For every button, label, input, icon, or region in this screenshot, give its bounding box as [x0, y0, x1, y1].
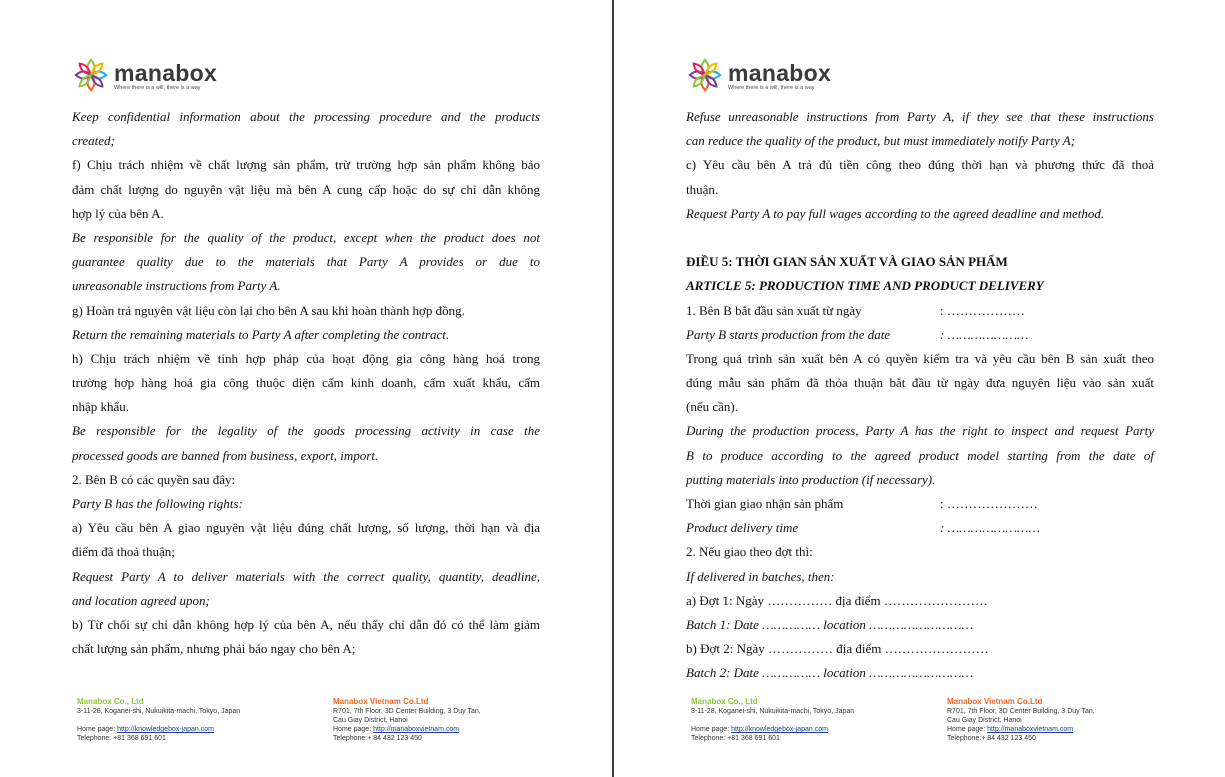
text-line: created; — [72, 133, 115, 149]
document-page-left — [0, 0, 612, 777]
footer-company-vietnam — [947, 697, 1095, 743]
form-row — [686, 516, 1154, 540]
text-line: chất lượng sản phẩm, nhưng phải báo ngay cho bên A; — [72, 641, 356, 657]
text-line: Be responsible for the quality of the product, except when the product does not — [72, 229, 540, 245]
text-line: B to produce according to the agreed product model starting from the date of — [686, 447, 1154, 463]
text-line: 2. Nếu giao theo đợt thì: — [686, 544, 813, 560]
footer-homepage-link[interactable]: http://manaboxvietnam.com — [373, 726, 460, 733]
footer-homepage-link[interactable]: http://knowledgebox-japan.com — [731, 726, 828, 733]
footer-title: Manabox Co., Ltd — [691, 697, 758, 706]
text-line: Batch 2: Date …………… location ……………………… — [686, 665, 974, 681]
text-line: Request Party A to deliver materials with the correct quality, quantity, deadline, — [72, 568, 540, 584]
text-line: a) Đợt 1: Ngày …………… địa điểm …………………… — [686, 592, 988, 608]
text-line: Party B has the following rights: — [72, 496, 243, 511]
manabox-logo — [686, 56, 831, 94]
footer-homepage-link[interactable]: http://manaboxvietnam.com — [987, 726, 1074, 733]
text-line: Trong quá trình sản xuất bên A có quyền kiểm tra và yêu cầu bên B sản xuất theo — [686, 350, 1154, 366]
text-line: b) Từ chối sự chỉ dẫn không hợp lý của bên A, nếu thấy chỉ dẫn đó có thể làm giảm — [72, 616, 540, 632]
text-line: Keep confidential information about the processing procedure and the products — [72, 109, 540, 124]
footer-homepage — [691, 725, 854, 734]
brand-tagline: Where there is a will, there is a way — [728, 85, 815, 91]
form-label: Thời gian giao nhận sản phẩm — [686, 496, 844, 511]
text-line: and location agreed upon; — [72, 592, 210, 608]
form-label: Product delivery time — [686, 520, 799, 536]
footer-title: Manabox Vietnam Co.Ltd — [947, 697, 1043, 706]
text-line: (nếu cần). — [686, 399, 738, 415]
article-heading-vi: ĐIỀU 5: THỜI GIAN SẢN XUẤT VÀ GIAO SẢN PHẨM — [686, 254, 1008, 270]
footer-company-japan — [77, 697, 240, 743]
footer-telephone: Telephone:+ 84 432 123 450 — [947, 735, 1036, 742]
form-blank: : ………………… — [940, 496, 1038, 511]
text-line: điểm đã thoả thuận; — [72, 544, 175, 560]
text-line: If delivered in batches, then: — [686, 568, 835, 584]
text-line: Refuse unreasonable instructions from Party A, if they see that these instructions — [686, 109, 1154, 124]
brand-name: manabox — [728, 60, 832, 86]
text-line: trường hợp hàng hoá gia công thuộc diện cấm kinh doanh, cấm xuất khẩu, cấm — [72, 375, 540, 391]
text-line: đảm chất lượng do nguyên vật liệu mà bên A cung cấp hoặc do sự chỉ dẫn không — [72, 181, 540, 197]
manabox-flower-icon — [72, 56, 110, 94]
form-row — [686, 323, 1154, 347]
footer-telephone: Telephone: +81 368 691 601 — [77, 735, 166, 742]
footer-address: Cau Giay District, Hanoi — [947, 717, 1022, 724]
text-line: Be responsible for the legality of the goods processing activity in case the — [72, 423, 540, 439]
footer-title: Manabox Vietnam Co.Ltd — [333, 697, 429, 706]
form-label: 1. Bên B bắt đầu sản xuất từ ngày — [686, 302, 862, 318]
footer-homepage-label: Home page: — [333, 726, 374, 733]
footer-homepage-label: Home page: — [947, 726, 988, 733]
text-line: Request Party A to pay full wages according to the agreed deadline and method. — [686, 205, 1105, 221]
text-line: thuận. — [686, 181, 719, 197]
footer-homepage — [333, 725, 481, 734]
text-line: 2. Bên B có các quyền sau đây: — [72, 471, 236, 487]
footer-address: 3-11-28, Koganei-shi, Nukuikita-machi, Tokyo, Japan — [77, 708, 241, 715]
text-line: can reduce the quality of the product, but must immediately notify Party A; — [686, 133, 1076, 149]
manabox-logo — [72, 56, 217, 94]
article-heading-en: ARTICLE 5: PRODUCTION TIME AND PRODUCT DELIVERY — [686, 278, 1044, 294]
footer-address: R701, 7th Floor, 3D Center Building, 3 Duy Tan, — [333, 708, 481, 715]
text-line: hợp lý của bên A. — [72, 205, 164, 221]
text-line: During the production process, Party A has the right to inspect and request Party — [686, 423, 1154, 439]
text-line: a) Yêu cầu bên A giao nguyên vật liệu đúng chất lượng, số lượng, thời hạn và địa — [72, 520, 540, 536]
text-line: putting materials into production (if necessary). — [686, 471, 936, 487]
brand-name: manabox — [114, 60, 218, 86]
text-line: c) Yêu cầu bên A trả đủ tiền công theo đúng thời hạn và phương thức đã thoả — [686, 157, 1154, 173]
text-line: unreasonable instructions from Party A. — [72, 278, 281, 294]
footer-address: 3-11-28, Koganei-shi, Nukuikita-machi, Tokyo, Japan — [691, 708, 855, 715]
page-body — [72, 105, 540, 661]
text-line: nhập khẩu. — [72, 399, 130, 415]
form-blank: : ……………… — [940, 302, 1025, 318]
footer-telephone: Telephone: +81 368 691 601 — [691, 735, 780, 742]
text-line: Return the remaining materials to Party A after completing the contract. — [72, 326, 450, 342]
footer-company-vietnam — [333, 697, 481, 743]
text-line: processed goods are banned from business, export, import. — [72, 447, 379, 463]
document-page-right — [614, 0, 1225, 777]
manabox-flower-icon — [686, 56, 724, 94]
footer-address: Cau Giay District, Hanoi — [333, 717, 408, 724]
footer-telephone: Telephone:+ 84 432 123 450 — [333, 735, 422, 742]
form-row — [686, 492, 1154, 516]
text-line: guarantee quality due to the materials that Party A provides or due to — [72, 254, 540, 270]
text-line: đúng mẫu sản phẩm đã thỏa thuận bắt đầu từ ngày đưa nguyên liệu vào sản xuất — [686, 375, 1154, 391]
form-blank: : ………………… — [940, 326, 1029, 342]
footer-homepage-label: Home page: — [77, 726, 118, 733]
footer-homepage-link[interactable]: http://knowledgebox-japan.com — [117, 726, 214, 733]
text-line: b) Đợt 2: Ngày …………… địa điểm …………………… — [686, 641, 989, 657]
footer-homepage — [947, 725, 1095, 734]
form-row — [686, 299, 1154, 323]
text-line: Batch 1: Date …………… location ……………………… — [686, 616, 974, 632]
footer-address: R701, 7th Floor, 3D Center Building, 3 Duy Tan, — [947, 708, 1095, 715]
footer-homepage — [77, 725, 240, 734]
footer-homepage-label: Home page: — [691, 726, 732, 733]
page-body — [686, 105, 1154, 686]
brand-tagline: Where there is a will, there is a way — [114, 85, 201, 91]
text-line: h) Chịu trách nhiệm về tính hợp pháp của hoạt động gia công hàng hoá trong — [72, 350, 540, 366]
text-line: g) Hoàn trả nguyên vật liệu còn lại cho bên A sau khi hoàn thành hợp đồng. — [72, 302, 465, 318]
form-blank: : …………………… — [940, 520, 1041, 536]
footer-title: Manabox Co., Ltd — [77, 697, 144, 706]
form-label: Party B starts production from the date — [686, 326, 891, 342]
footer-company-japan — [691, 697, 854, 743]
text-line: f) Chịu trách nhiệm về chất lượng sản phẩm, trừ trường hợp sản phẩm không bảo — [72, 157, 540, 173]
